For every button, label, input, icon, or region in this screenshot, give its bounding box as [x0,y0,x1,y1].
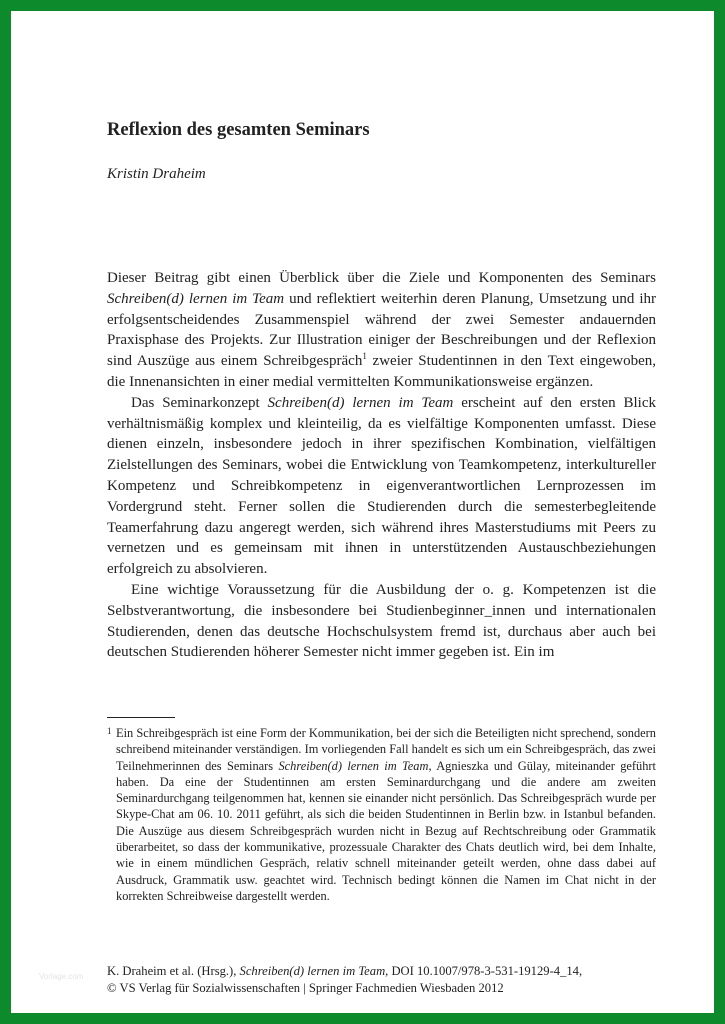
footnote-number: 1 [107,726,112,736]
imprint-doi[interactable]: DOI 10.1007/978-3-531-19129-4_14, [388,964,583,978]
footnote-text-a: Ein Schreibgespräch ist eine Form der Kommunikation, bei der sich die Beteiligten nicht sprechend, sondern schreibend miteinander verständigen. Im vorliegenden Fall handelt es sich um ein Schreibgespräch, das zwei Teilnehmerinnen des Seminars [116,726,656,773]
body-text [107,268,656,663]
paragraph-2 [107,393,656,580]
footnote-seminar-emphasis: Schreiben(d) lernen im Team [278,758,429,773]
seminar-name-emphasis: Schreiben(d) lernen im Team [107,290,285,307]
chapter-author: Kristin Draheim [107,166,206,182]
imprint-editors: K. Draheim et al. (Hrsg.), [107,964,240,978]
imprint-copyright: © VS Verlag für Sozialwissenschaften | Springer Fachmedien Wiesbaden 2012 [107,980,504,995]
paragraph-1-text-b: und reflektiert weiterhin deren Planung, Umsetzung und ihr erfolgsentscheidendes Zusammenspiel während der zwei Semester andauernden Praxisphase des Projekts. Zur Illustration einiger der Beschreibungen und der Reflexion sind Auszüge aus einem Schreibgespräch [107,290,656,370]
paragraph-2-text-b: erscheint auf den ersten Blick verhältnismäßig komplex und kleinteilig, da es vielfältige Komponenten umfasst. Diese dienen einzeln, insbesondere jedoch in ihrer spezifischen Kombination, vielfältigen Zielstellungen des Seminars, wobei die Entwicklung von Teamkompetenz, interkultureller Kompetenz und Schreibkompetenz in eigenverantwortlichen Lernprozessen im Vordergrund steht. Ferner sollen die Studierenden durch die semesterbegleitende Teamerfahrung dazu angeregt werden, sich während ihres Masterstudiums mit Peers zu vernetzen und es gemeinsam mit ihnen in unterstützenden Austauschbeziehungen erfolgreich zu absolvieren. [107,394,656,578]
footnote-reference[interactable]: 1 [362,351,367,362]
footnote-text-b: , Agnieszka und Gülay, miteinander geführt haben. Da eine der Studentinnen am ersten Seminardurchgang und die andere am zweiten Seminardurchgang teilgenommen hat, kennen sie einander nicht persönlich. Das Schreibgespräch wurde per Skype-Chat am 06. 10. 2011 geführt, als sich die beiden Studentinnen in Berlin bzw. in Istanbul befanden. Die Auszüge aus diesem Schreibgespräch wurden nicht in Bezug auf Rechtschreibung oder Grammatik überarbeitet, so dass der kommunikative, prozessuale Charakter des Chats deutlich wird, bei dem Inhalte, wie in einem mündlichen Gespräch, relativ schnell miteinander geteilt werden, ohne dass dabei auf Ausdruck, Grammatik usw. geachtet wird. Technisch bedingt können die Namen im Chat nicht in der korrekten Schreibweise dargestellt werden. [116,758,656,903]
paragraph-1-text-a: Dieser Beitrag gibt einen Überblick über die Ziele und Komponenten des Seminars [107,270,656,286]
chapter-title: Reflexion des gesamten Seminars [107,120,370,140]
imprint-citation [107,963,667,980]
footnote-divider [107,717,175,718]
paragraph-3: Eine wichtige Voraussetzung für die Ausbildung der o. g. Kompetenzen ist die Selbstverantwortung, die insbesondere bei Studienbeginner_innen und internationalen Studierenden, denen das deutsche Hochschulsystem fremd ist, durchaus aber auch bei deutschen Studierenden höherer Semester nicht immer gegeben ist. Ein im [107,581,656,661]
footnote-text [116,725,656,904]
paragraph-1-text-c: zweier Studentinnen in den Text eingewoben, die Innenansichten in einer medial vermittelten Kommunikationsweise ergänzen. [107,353,656,390]
document-page [11,11,714,1013]
footnote [107,725,656,904]
seminar-name-emphasis: Schreiben(d) lernen im Team [267,394,454,411]
paragraph-1 [107,268,656,393]
imprint-book-title: Schreiben(d) lernen im Team, [239,964,389,978]
paragraph-2-text-a: Das Seminarkonzept [131,394,268,411]
watermark-text: Vorlage.com [39,972,84,981]
imprint [107,963,667,997]
